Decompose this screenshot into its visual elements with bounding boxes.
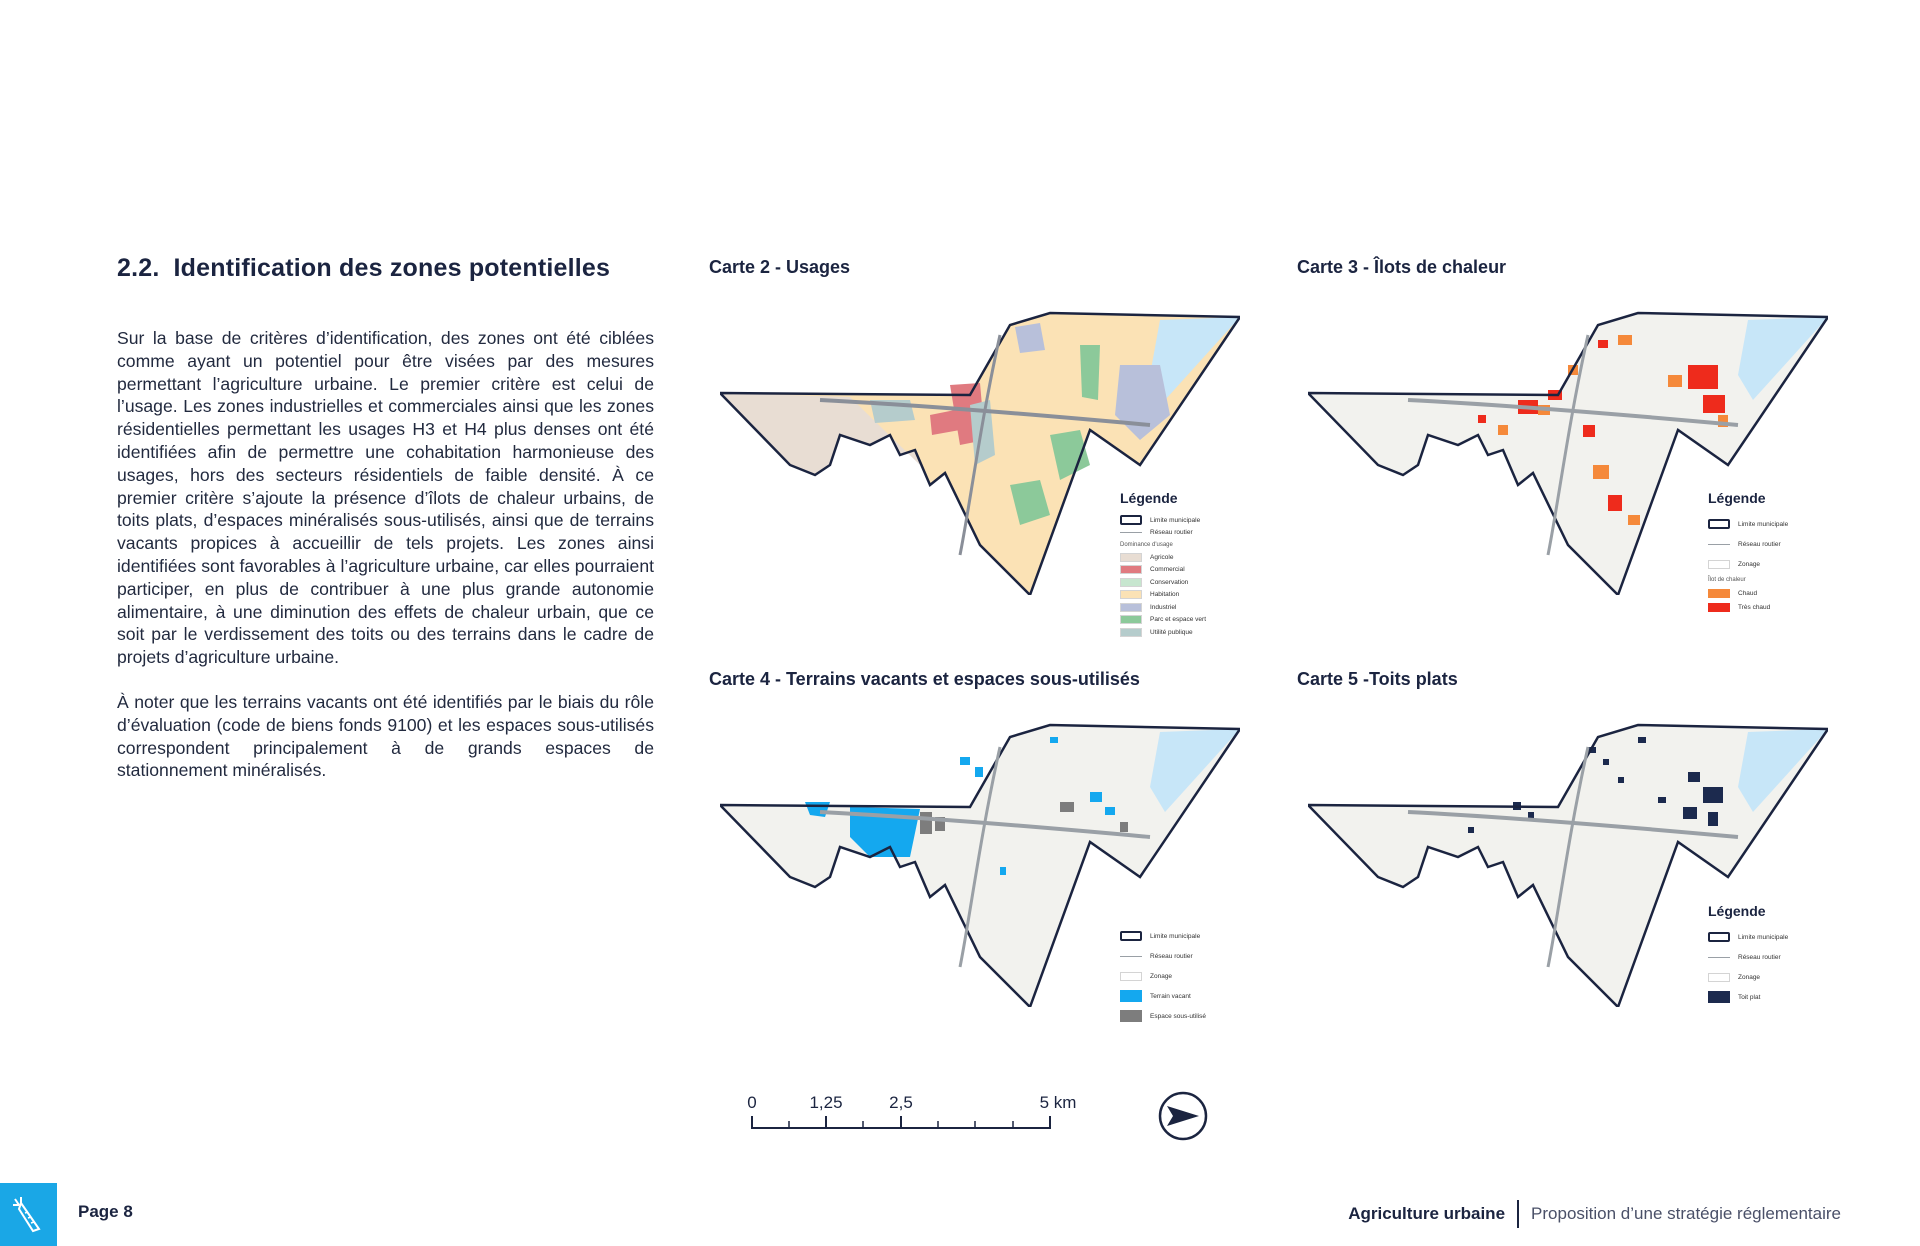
carte5-title: Carte 5 -Toits plats	[1297, 669, 1458, 689]
legend-item	[1120, 1006, 1206, 1026]
legend-item-label: Conservation	[1150, 578, 1189, 586]
legend-road	[1708, 534, 1788, 554]
legend-limit-label: Limite municipale	[1150, 516, 1201, 524]
legend-item-label: Agricole	[1150, 553, 1174, 561]
carrot-icon	[11, 1195, 47, 1235]
legend-item-label: Utilité publique	[1150, 628, 1193, 636]
legend-item	[1120, 576, 1206, 589]
scale-label-3: 5 km	[1039, 1093, 1077, 1112]
legend-item-label: Espace sous-utilisé	[1150, 1012, 1206, 1020]
legend-item-label: Très chaud	[1738, 603, 1771, 611]
paragraph-1: Sur la base de critères d’identification, des zones ont été ciblées comme ayant un potentiel pour être visées par des mesures permettant l’agriculture urbaine. Le premier critère est celui de l’usage. Les zones industrielles et commerciales ainsi que les zones résidentielles permettant les usages H3 et H4 plus denses ont été identifiées afin de permettre une cohabitation harmonieuse des usages, hors des secteurs résidentiels de faible densité. À ce premier critère s’ajoute la présence d’îlots de chaleur urbains, de toits plats, d’espaces minéralisés sous-utilisés, ainsi que de terrains vacants propices à accueillir de tels projets. Les zones ainsi identifiées sont favorables à l’agriculture urbaine, car elles pourraient participer, en plus de contribuer à une plus grande autonomie alimentaire, à une diminution des effets de chaleur urbain, que ce soit par le verdissement des toits ou des terrains dans le cadre de projets d’agriculture urbaine.	[117, 328, 654, 668]
legend-title: Légende	[1708, 903, 1766, 919]
legend-item	[1120, 626, 1206, 639]
legend-item	[1120, 589, 1206, 602]
legend-swatch	[1120, 590, 1142, 599]
legend-limit	[1708, 514, 1788, 534]
legend-item-label: Habitation	[1150, 591, 1180, 599]
legend-zoning-label: Zonage	[1738, 560, 1761, 568]
scale-label-1: 1,25	[809, 1093, 843, 1112]
legend-item	[1120, 614, 1206, 627]
carte4-legend	[1120, 926, 1206, 1026]
carrot-logo-badge	[0, 1183, 57, 1246]
legend-swatch	[1120, 628, 1142, 637]
legend-item-label: Industriel	[1150, 603, 1177, 611]
legend-item-label: Parc et espace vert	[1150, 616, 1206, 624]
legend-swatch	[1120, 615, 1142, 624]
legend-swatch	[1120, 565, 1142, 574]
carte2-legend	[1120, 490, 1206, 639]
legend-zoning	[1708, 554, 1788, 574]
legend-road-label: Réseau routier	[1150, 952, 1193, 960]
legend-zoning	[1120, 966, 1206, 986]
footer-separator	[1517, 1200, 1519, 1228]
legend-zoning-label: Zonage	[1738, 973, 1761, 981]
legend-limit-label: Limite municipale	[1738, 933, 1789, 941]
footer-doc-subtitle: Proposition d’une stratégie réglementaire	[1531, 1204, 1841, 1223]
scale-label-2: 2,5	[889, 1093, 913, 1112]
legend-item-label: Terrain vacant	[1150, 992, 1191, 1000]
section-title: Identification des zones potentielles	[173, 254, 611, 282]
carte2-title: Carte 2 - Usages	[709, 257, 851, 277]
legend-road-label: Réseau routier	[1738, 540, 1781, 548]
legend-limit-label: Limite municipale	[1150, 932, 1201, 940]
legend-zoning-label: Zonage	[1150, 972, 1173, 980]
carte3-legend	[1708, 490, 1788, 614]
legend-item	[1708, 586, 1788, 600]
legend-group-label: Îlot de chaleur	[1708, 577, 1746, 583]
legend-item	[1120, 564, 1206, 577]
legend-swatch	[1708, 603, 1730, 612]
legend-swatch	[1708, 589, 1730, 598]
legend-road-swatch	[1708, 544, 1730, 545]
legend-limit	[1120, 514, 1206, 527]
legend-group-label: Dominance d'usage	[1120, 542, 1173, 548]
legend-swatch	[1708, 991, 1730, 1003]
legend-swatch	[1120, 553, 1142, 562]
legend-item	[1120, 601, 1206, 614]
page-number: Page 8	[78, 1202, 133, 1221]
legend-item	[1120, 551, 1206, 564]
legend-item	[1708, 600, 1788, 614]
legend-item	[1708, 987, 1788, 1007]
legend-swatch	[1120, 603, 1142, 612]
legend-zoning-swatch	[1708, 560, 1730, 569]
legend-item-label: Toit plat	[1738, 993, 1761, 1001]
legend-title: Légende	[1120, 490, 1178, 506]
legend-limit-swatch	[1120, 931, 1142, 941]
footer-document-info	[1348, 1200, 1841, 1228]
legend-item-label: Commercial	[1150, 566, 1185, 574]
scale-label-0: 0	[747, 1093, 757, 1112]
carte3-title: Carte 3 - Îlots de chaleur	[1297, 257, 1507, 277]
legend-road-swatch	[1708, 957, 1730, 958]
scale-bar	[740, 1088, 1090, 1138]
legend-zoning-swatch	[1708, 973, 1730, 982]
legend-limit-swatch	[1708, 932, 1730, 942]
legend-road	[1120, 527, 1206, 540]
legend-title: Légende	[1708, 490, 1766, 506]
legend-road-label: Réseau routier	[1738, 953, 1781, 961]
legend-road-swatch	[1120, 532, 1142, 533]
carte5-legend	[1708, 903, 1788, 1007]
north-arrow-icon	[1157, 1090, 1209, 1142]
legend-zoning-swatch	[1120, 972, 1142, 981]
legend-road	[1708, 947, 1788, 967]
section-number: 2.2.	[117, 254, 160, 282]
legend-limit-swatch	[1708, 519, 1730, 529]
legend-limit	[1708, 927, 1788, 947]
footer-doc-title: Agriculture urbaine	[1348, 1204, 1506, 1223]
legend-swatch	[1120, 1010, 1142, 1022]
carte4-title: Carte 4 - Terrains vacants et espaces sous-utilisés	[709, 669, 1140, 689]
legend-road-swatch	[1120, 956, 1142, 957]
legend-limit	[1120, 926, 1206, 946]
legend-limit-label: Limite municipale	[1738, 520, 1789, 528]
body-text	[117, 327, 654, 804]
legend-road	[1120, 946, 1206, 966]
legend-item-label: Chaud	[1738, 589, 1758, 597]
legend-item	[1120, 986, 1206, 1006]
legend-zoning	[1708, 967, 1788, 987]
paragraph-2: À noter que les terrains vacants ont été identifiés par le biais du rôle d’évaluation (code de biens fonds 9100) et les espaces sous-utilisés correspondent principalement à de grands espaces de stationnement minéralisés.	[117, 691, 654, 781]
legend-limit-swatch	[1120, 515, 1142, 525]
legend-road-label: Réseau routier	[1150, 529, 1193, 537]
legend-swatch	[1120, 990, 1142, 1002]
legend-swatch	[1120, 578, 1142, 587]
section-heading	[117, 254, 610, 283]
